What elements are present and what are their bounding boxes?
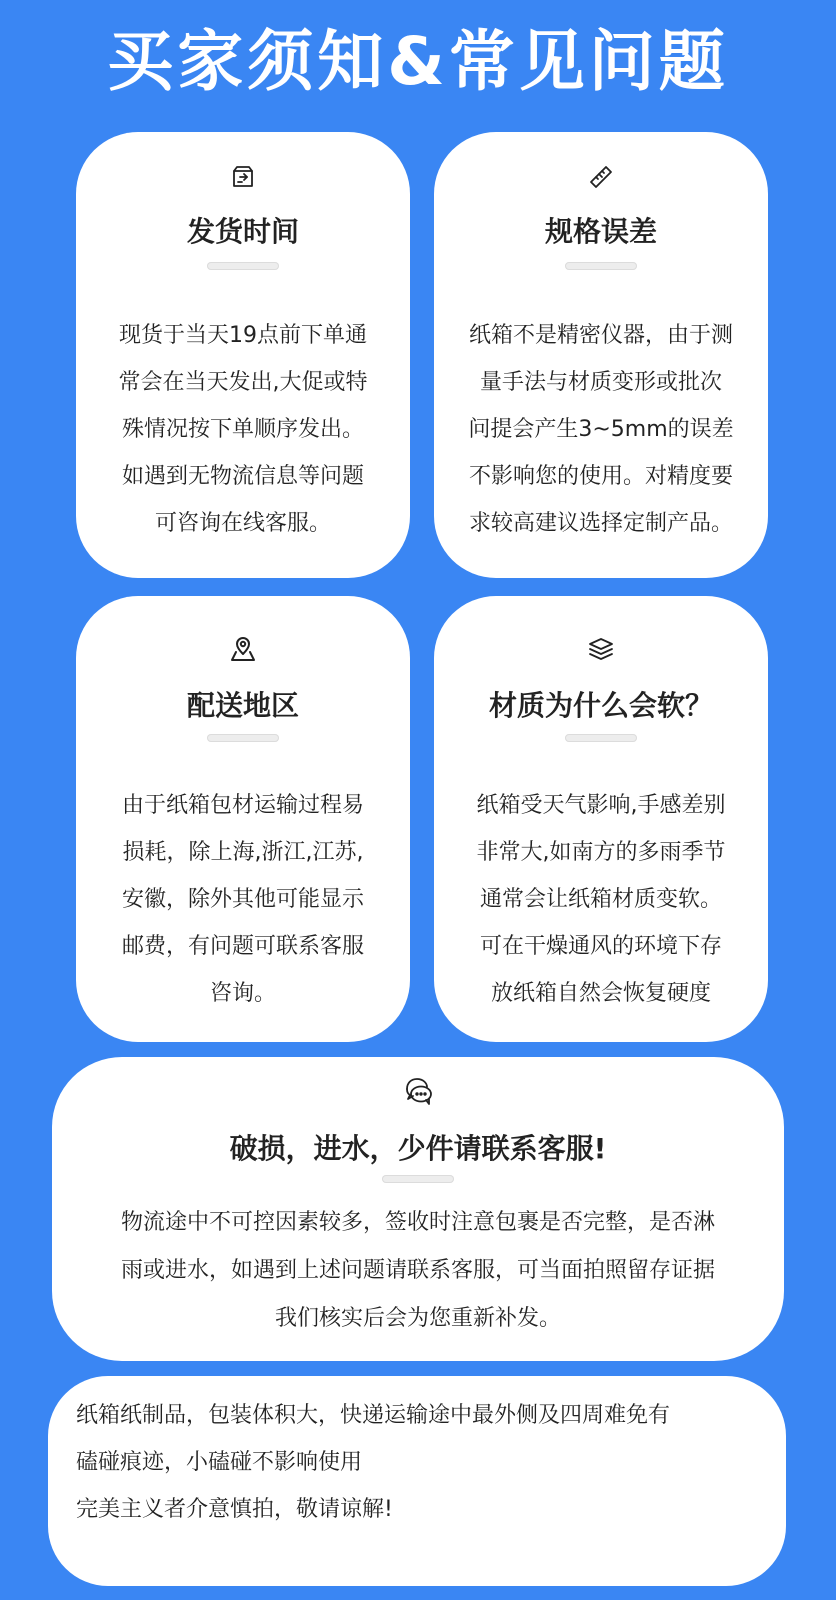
card-title: 规格误差: [544, 215, 657, 248]
title-divider: [207, 734, 279, 742]
card-body: [106, 782, 380, 1017]
body-line: 常会在当天发出,大促或特: [118, 370, 368, 395]
card-damage-claims: [52, 1057, 784, 1361]
body-line: 磕碰痕迹，小磕碰不影响使用: [76, 1450, 363, 1475]
body-line: 纸箱不是精密仪器，由于测: [468, 323, 733, 348]
card-delivery-area: [76, 596, 410, 1042]
layers-icon: [586, 634, 616, 664]
card-body: [106, 312, 380, 547]
body-line: 殊情况按下单顺序发出。: [121, 417, 364, 442]
body-line: 放纸箱自然会恢复硬度: [490, 981, 711, 1006]
body-line: 现货于当天19点前下单通: [119, 323, 367, 348]
card-title: 材质为什么会软？: [488, 689, 713, 722]
body-line: 我们核实后会为您重新补发。: [274, 1306, 561, 1331]
body-line: 非常大,如南方的多雨季节: [476, 840, 726, 865]
body-line: 雨或进水，如遇到上述问题请联系客服，可当面拍照留存证据: [120, 1258, 715, 1283]
ruler-icon: [586, 162, 616, 192]
title-divider: [565, 262, 637, 270]
body-line: 物流途中不可控因素较多，签收时注意包裹是否完整，是否淋: [120, 1210, 715, 1235]
card-body: [78, 1199, 758, 1343]
card-size-tolerance: [434, 132, 768, 578]
body-line: 纸箱纸制品，包装体积大，快递运输途中最外侧及四周难免有: [76, 1403, 671, 1428]
body-line: 不影响您的使用。对精度要: [468, 464, 733, 489]
delivery-box-icon: [228, 162, 258, 192]
card-packaging-notice: [48, 1376, 786, 1586]
card-title: 发货时间: [186, 215, 299, 248]
body-line: 纸箱受天气影响,手感差别: [476, 793, 726, 818]
body-line: 邮费，有问题可联系客服: [121, 934, 364, 959]
card-material-softness: [434, 596, 768, 1042]
body-line: 量手法与材质变形或批次: [479, 370, 722, 395]
map-pin-icon: [228, 634, 258, 664]
body-line: 安徽，除外其他可能显示: [121, 887, 364, 912]
body-line: 可咨询在线客服。: [154, 511, 331, 536]
body-line: 可在干燥通风的环境下存: [479, 934, 722, 959]
title-divider: [207, 262, 279, 270]
title-divider: [565, 734, 637, 742]
card-body: [464, 312, 738, 547]
body-line: 求较高建议选择定制产品。: [468, 511, 733, 536]
card-body: [76, 1392, 766, 1533]
title-divider: [382, 1175, 454, 1183]
card-title: 配送地区: [186, 689, 299, 722]
card-shipping-time: [76, 132, 410, 578]
card-body: [464, 782, 738, 1017]
body-line: 通常会让纸箱材质变软。: [479, 887, 722, 912]
body-line: 完美主义者介意慎拍，敬请谅解!: [76, 1497, 393, 1522]
body-line: 由于纸箱包材运输过程易: [121, 793, 364, 818]
card-title: 破损，进水，少件请联系客服!: [229, 1132, 607, 1165]
body-line: 损耗，除上海,浙江,江苏,: [122, 840, 364, 865]
body-line: 问提会产生3~5mm的误差: [468, 417, 734, 442]
body-line: 咨询。: [209, 981, 276, 1006]
body-line: 如遇到无物流信息等问题: [121, 464, 364, 489]
chat-bubbles-icon: [401, 1074, 435, 1108]
page-title: 买家须知&常见问题: [107, 23, 729, 100]
